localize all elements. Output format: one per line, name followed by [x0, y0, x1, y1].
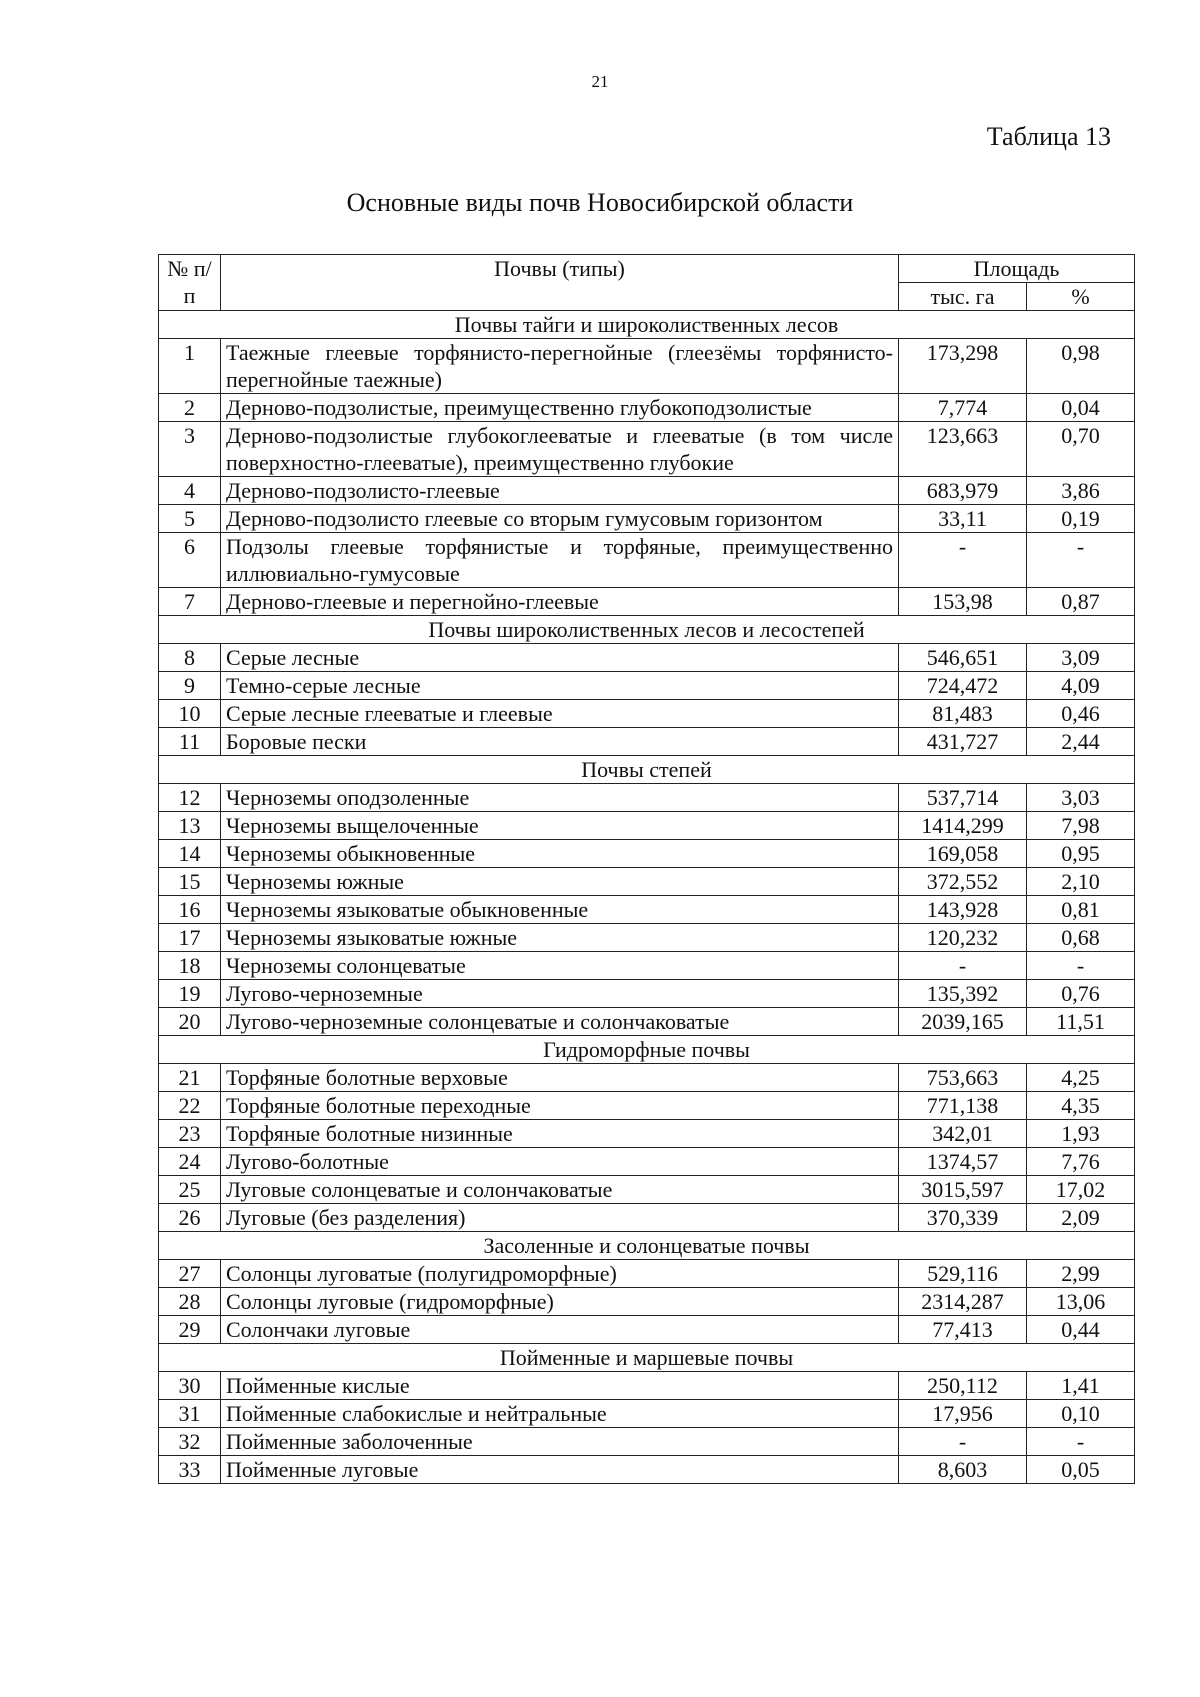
soil-name: Дерново-подзолистые, преимущественно глубокоподзолистые: [221, 394, 899, 422]
row-number: 15: [159, 868, 221, 896]
row-number: 26: [159, 1204, 221, 1232]
row-number: 9: [159, 672, 221, 700]
area-thousand-ha: 169,058: [899, 840, 1027, 868]
row-number: 22: [159, 1092, 221, 1120]
area-thousand-ha: 372,552: [899, 868, 1027, 896]
area-thousand-ha: 81,483: [899, 700, 1027, 728]
table-title: Основные виды почв Новосибирской области: [346, 188, 854, 217]
soil-name: Черноземы солонцеватые: [221, 952, 899, 980]
table-row: [159, 784, 1135, 812]
soil-name: Солонцы луговые (гидроморфные): [221, 1288, 899, 1316]
area-percent: -: [1027, 533, 1135, 588]
row-number: 1: [159, 339, 221, 394]
table-row: [159, 1176, 1135, 1204]
table-row: [159, 1316, 1135, 1344]
soil-name: Черноземы оподзоленные: [221, 784, 899, 812]
soil-name: Луговые солонцеватые и солончаковатые: [221, 1176, 899, 1204]
area-percent: 2,44: [1027, 728, 1135, 756]
section-row: [159, 1036, 1135, 1064]
table-row: [159, 1288, 1135, 1316]
area-percent: -: [1027, 1428, 1135, 1456]
area-percent: 3,03: [1027, 784, 1135, 812]
row-number: 18: [159, 952, 221, 980]
soil-name: Дерново-подзолисто-глеевые: [221, 477, 899, 505]
soil-name: Темно-серые лесные: [221, 672, 899, 700]
area-thousand-ha: 431,727: [899, 728, 1027, 756]
soil-name: Пойменные заболоченные: [221, 1428, 899, 1456]
area-percent: 0,76: [1027, 980, 1135, 1008]
area-thousand-ha: 2039,165: [899, 1008, 1027, 1036]
area-percent: 4,25: [1027, 1064, 1135, 1092]
area-percent: 0,19: [1027, 505, 1135, 533]
row-number: 7: [159, 588, 221, 616]
row-number: 19: [159, 980, 221, 1008]
row-number: 12: [159, 784, 221, 812]
table-row: [159, 422, 1135, 477]
table-row: [159, 1204, 1135, 1232]
area-thousand-ha: 17,956: [899, 1400, 1027, 1428]
area-thousand-ha: 546,651: [899, 644, 1027, 672]
soil-name: Лугово-черноземные: [221, 980, 899, 1008]
area-percent: 0,81: [1027, 896, 1135, 924]
row-number: 3: [159, 422, 221, 477]
soil-name: Торфяные болотные верховые: [221, 1064, 899, 1092]
soil-name: Солончаки луговые: [221, 1316, 899, 1344]
table-row: [159, 672, 1135, 700]
soil-name: Таежные глеевые торфянисто-перегнойные (глеезёмы торфянисто-перегнойные таежные): [221, 339, 899, 394]
area-percent: 0,98: [1027, 339, 1135, 394]
row-number: 32: [159, 1428, 221, 1456]
area-thousand-ha: 771,138: [899, 1092, 1027, 1120]
row-number: 10: [159, 700, 221, 728]
table-row: [159, 1456, 1135, 1484]
table-row: [159, 1120, 1135, 1148]
table-row: [159, 1372, 1135, 1400]
area-percent: 0,44: [1027, 1316, 1135, 1344]
table-row: [159, 1428, 1135, 1456]
section-title: Почвы тайги и широколиственных лесов: [159, 311, 1135, 339]
soil-name: Подзолы глеевые торфянистые и торфяные, преимущественно иллювиально-гумусовые: [221, 533, 899, 588]
section-title: Пойменные и маршевые почвы: [159, 1344, 1135, 1372]
table-row: [159, 1260, 1135, 1288]
table-body: [159, 311, 1135, 1484]
row-number: 24: [159, 1148, 221, 1176]
area-thousand-ha: 135,392: [899, 980, 1027, 1008]
row-number: 20: [159, 1008, 221, 1036]
table-row: [159, 812, 1135, 840]
section-row: [159, 616, 1135, 644]
section-title: Гидроморфные почвы: [159, 1036, 1135, 1064]
area-thousand-ha: 537,714: [899, 784, 1027, 812]
soil-name: Пойменные слабокислые и нейтральные: [221, 1400, 899, 1428]
soil-name: Серые лесные глееватые и глеевые: [221, 700, 899, 728]
row-number: 27: [159, 1260, 221, 1288]
area-percent: 0,10: [1027, 1400, 1135, 1428]
table-row: [159, 1148, 1135, 1176]
area-thousand-ha: 153,98: [899, 588, 1027, 616]
area-percent: 0,95: [1027, 840, 1135, 868]
area-thousand-ha: 33,11: [899, 505, 1027, 533]
header-percent: %: [1027, 283, 1135, 311]
row-number: 8: [159, 644, 221, 672]
area-percent: 13,06: [1027, 1288, 1135, 1316]
area-thousand-ha: 173,298: [899, 339, 1027, 394]
soil-name: Солонцы луговатые (полугидроморфные): [221, 1260, 899, 1288]
row-number: 21: [159, 1064, 221, 1092]
area-percent: 0,70: [1027, 422, 1135, 477]
header-thousand-ha: тыс. га: [899, 283, 1027, 311]
soil-table: [158, 254, 1135, 1484]
row-number: 2: [159, 394, 221, 422]
area-percent: 1,93: [1027, 1120, 1135, 1148]
header-area: Площадь: [899, 255, 1135, 283]
table-row: [159, 588, 1135, 616]
soil-name: Луговые (без разделения): [221, 1204, 899, 1232]
table-row: [159, 1400, 1135, 1428]
section-row: [159, 756, 1135, 784]
row-number: 25: [159, 1176, 221, 1204]
page-number: 21: [591, 72, 609, 91]
table-row: [159, 728, 1135, 756]
row-number: 28: [159, 1288, 221, 1316]
soil-name: Черноземы выщелоченные: [221, 812, 899, 840]
area-percent: 1,41: [1027, 1372, 1135, 1400]
table-row: [159, 840, 1135, 868]
table-row: [159, 1064, 1135, 1092]
section-row: [159, 1344, 1135, 1372]
table-header: [159, 255, 1135, 311]
section-title: Засоленные и солонцеватые почвы: [159, 1232, 1135, 1260]
area-percent: 0,04: [1027, 394, 1135, 422]
area-thousand-ha: 724,472: [899, 672, 1027, 700]
table-row: [159, 339, 1135, 394]
row-number: 11: [159, 728, 221, 756]
table-row: [159, 952, 1135, 980]
area-thousand-ha: 120,232: [899, 924, 1027, 952]
area-thousand-ha: 8,603: [899, 1456, 1027, 1484]
area-thousand-ha: 370,339: [899, 1204, 1027, 1232]
row-number: 4: [159, 477, 221, 505]
soil-name: Торфяные болотные переходные: [221, 1092, 899, 1120]
soil-name: Дерново-глеевые и перегнойно-глеевые: [221, 588, 899, 616]
area-thousand-ha: 250,112: [899, 1372, 1027, 1400]
table-row: [159, 505, 1135, 533]
row-number: 17: [159, 924, 221, 952]
soil-name: Лугово-болотные: [221, 1148, 899, 1176]
area-thousand-ha: 529,116: [899, 1260, 1027, 1288]
area-thousand-ha: 2314,287: [899, 1288, 1027, 1316]
row-number: 14: [159, 840, 221, 868]
row-number: 13: [159, 812, 221, 840]
area-percent: 2,10: [1027, 868, 1135, 896]
area-thousand-ha: -: [899, 952, 1027, 980]
soil-name: Черноземы языковатые южные: [221, 924, 899, 952]
area-thousand-ha: 1414,299: [899, 812, 1027, 840]
area-percent: 0,68: [1027, 924, 1135, 952]
row-number: 16: [159, 896, 221, 924]
area-thousand-ha: 7,774: [899, 394, 1027, 422]
area-percent: 3,86: [1027, 477, 1135, 505]
row-number: 23: [159, 1120, 221, 1148]
soil-name: Дерново-подзолисто глеевые со вторым гумусовым горизонтом: [221, 505, 899, 533]
area-percent: 2,09: [1027, 1204, 1135, 1232]
area-percent: -: [1027, 952, 1135, 980]
table-row: [159, 868, 1135, 896]
soil-name: Пойменные кислые: [221, 1372, 899, 1400]
row-number: 33: [159, 1456, 221, 1484]
table-row: [159, 533, 1135, 588]
area-percent: 3,09: [1027, 644, 1135, 672]
area-thousand-ha: 342,01: [899, 1120, 1027, 1148]
area-percent: 0,87: [1027, 588, 1135, 616]
soil-name: Боровые пески: [221, 728, 899, 756]
area-thousand-ha: 3015,597: [899, 1176, 1027, 1204]
area-thousand-ha: 683,979: [899, 477, 1027, 505]
soil-name: Лугово-черноземные солонцеватые и солончаковатые: [221, 1008, 899, 1036]
section-row: [159, 311, 1135, 339]
row-number: 29: [159, 1316, 221, 1344]
table-row: [159, 1092, 1135, 1120]
section-title: Почвы широколиственных лесов и лесостепей: [159, 616, 1135, 644]
soil-name: Черноземы обыкновенные: [221, 840, 899, 868]
table-row: [159, 924, 1135, 952]
section-title: Почвы степей: [159, 756, 1135, 784]
table-row: [159, 896, 1135, 924]
area-thousand-ha: 123,663: [899, 422, 1027, 477]
area-thousand-ha: -: [899, 1428, 1027, 1456]
area-percent: 17,02: [1027, 1176, 1135, 1204]
area-percent: 7,76: [1027, 1148, 1135, 1176]
table-row: [159, 1008, 1135, 1036]
soil-name: Дерново-подзолистые глубокоглееватые и глееватые (в том числе поверхностно-глееватые), преимущественно глубокие: [221, 422, 899, 477]
area-percent: 0,46: [1027, 700, 1135, 728]
table-row: [159, 477, 1135, 505]
area-percent: 2,99: [1027, 1260, 1135, 1288]
area-percent: 4,09: [1027, 672, 1135, 700]
section-row: [159, 1232, 1135, 1260]
header-soils: Почвы (типы): [221, 255, 899, 311]
row-number: 31: [159, 1400, 221, 1428]
area-thousand-ha: 753,663: [899, 1064, 1027, 1092]
soil-name: Серые лесные: [221, 644, 899, 672]
table-row: [159, 980, 1135, 1008]
row-number: 6: [159, 533, 221, 588]
table-label: Таблица 13: [986, 122, 1111, 151]
area-percent: 4,35: [1027, 1092, 1135, 1120]
header-num: № п/п: [159, 255, 221, 311]
area-percent: 11,51: [1027, 1008, 1135, 1036]
soil-name: Черноземы южные: [221, 868, 899, 896]
table-row: [159, 644, 1135, 672]
area-percent: 0,05: [1027, 1456, 1135, 1484]
area-percent: 7,98: [1027, 812, 1135, 840]
area-thousand-ha: 143,928: [899, 896, 1027, 924]
row-number: 5: [159, 505, 221, 533]
table-row: [159, 394, 1135, 422]
soil-name: Торфяные болотные низинные: [221, 1120, 899, 1148]
area-thousand-ha: -: [899, 533, 1027, 588]
soil-name: Черноземы языковатые обыкновенные: [221, 896, 899, 924]
row-number: 30: [159, 1372, 221, 1400]
area-thousand-ha: 77,413: [899, 1316, 1027, 1344]
soil-name: Пойменные луговые: [221, 1456, 899, 1484]
area-thousand-ha: 1374,57: [899, 1148, 1027, 1176]
table-row: [159, 700, 1135, 728]
